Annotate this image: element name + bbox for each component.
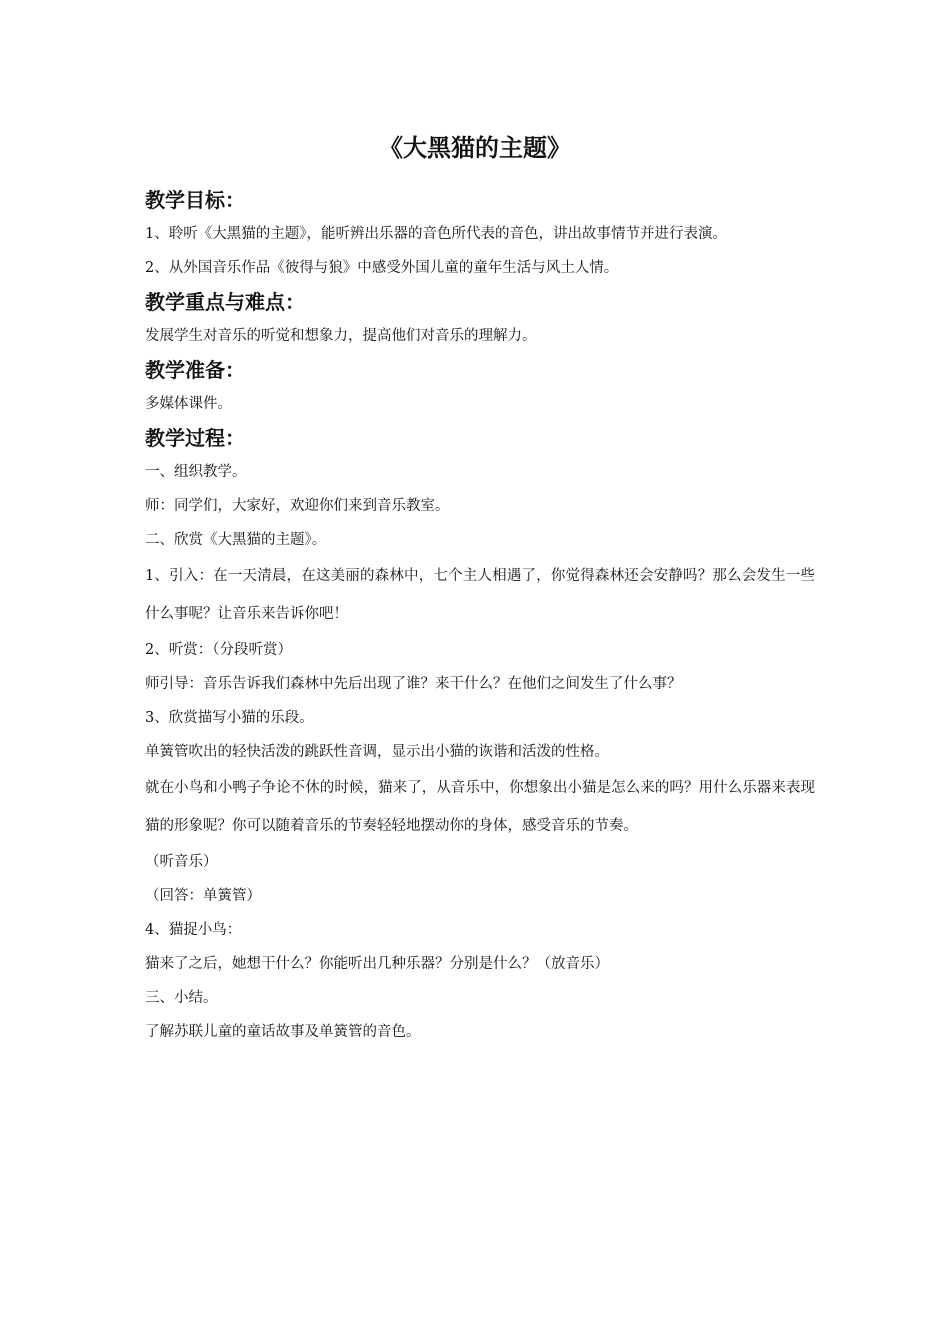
process-cat-arrival: 就在小鸟和小鸭子争论不休的时候，猫来了，从音乐中，你想象出小猫是怎么来的吗？用什么乐器来表现猫的形象呢？你可以随着音乐的节奏轻轻地摆动你的身体，感受音乐的节奏。 — [145, 780, 815, 834]
process-summary: 三、小结。 — [145, 990, 218, 1006]
document-title: 《大黑猫的主题》 — [379, 134, 571, 162]
process-cat-catches-bird: 4、猫捉小鸟： — [145, 922, 242, 938]
prep-item-1: 多媒体课件。 — [145, 396, 232, 412]
process-cat-question: 猫来了之后，她想干什么？你能听出几种乐器？分别是什么？（放音乐） — [145, 956, 609, 972]
process-intro: 1、引入：在一天清晨，在这美丽的森林中，七个主人相遇了，你觉得森林还会安静吗？那么会发生一些什么事呢？让音乐来告诉你吧！ — [145, 568, 815, 622]
process-step-appreciate: 二、欣赏《大黑猫的主题》。 — [145, 532, 327, 548]
process-answer: （回答：单簧管） — [145, 888, 261, 904]
process-listen: 2、听赏：（分段听赏） — [145, 642, 292, 658]
heading-focus: 教学重点与难点： — [145, 290, 305, 314]
goal-item-2: 2、从外国音乐作品《彼得与狼》中感受外国儿童的童年生活与风土人情。 — [145, 260, 619, 276]
process-cat-section: 3、欣赏描写小猫的乐段。 — [145, 710, 314, 726]
focus-item-1: 发展学生对音乐的听觉和想象力，提高他们对音乐的理解力。 — [145, 328, 537, 344]
document-body — [145, 183, 815, 1049]
process-step-organize: 一、组织教学。 — [145, 464, 247, 480]
heading-process: 教学过程： — [145, 426, 245, 450]
process-listen-music: （听音乐） — [145, 854, 218, 870]
process-summary-text: 了解苏联儿童的童话故事及单簧管的音色。 — [145, 1024, 421, 1040]
process-teacher-greeting: 师：同学们，大家好，欢迎你们来到音乐教室。 — [145, 498, 450, 514]
heading-prep: 教学准备： — [145, 358, 245, 382]
goal-item-1: 1、聆听《大黑猫的主题》，能听辨出乐器的音色所代表的音色，讲出故事情节并进行表演。 — [145, 226, 727, 242]
process-teacher-guide: 师引导：音乐告诉我们森林中先后出现了谁？来干什么？在他们之间发生了什么事？ — [145, 676, 682, 692]
heading-goals: 教学目标： — [145, 188, 245, 212]
process-clarinet-desc: 单簧管吹出的轻快活泼的跳跃性音调，显示出小猫的诙谐和活泼的性格。 — [145, 744, 609, 760]
